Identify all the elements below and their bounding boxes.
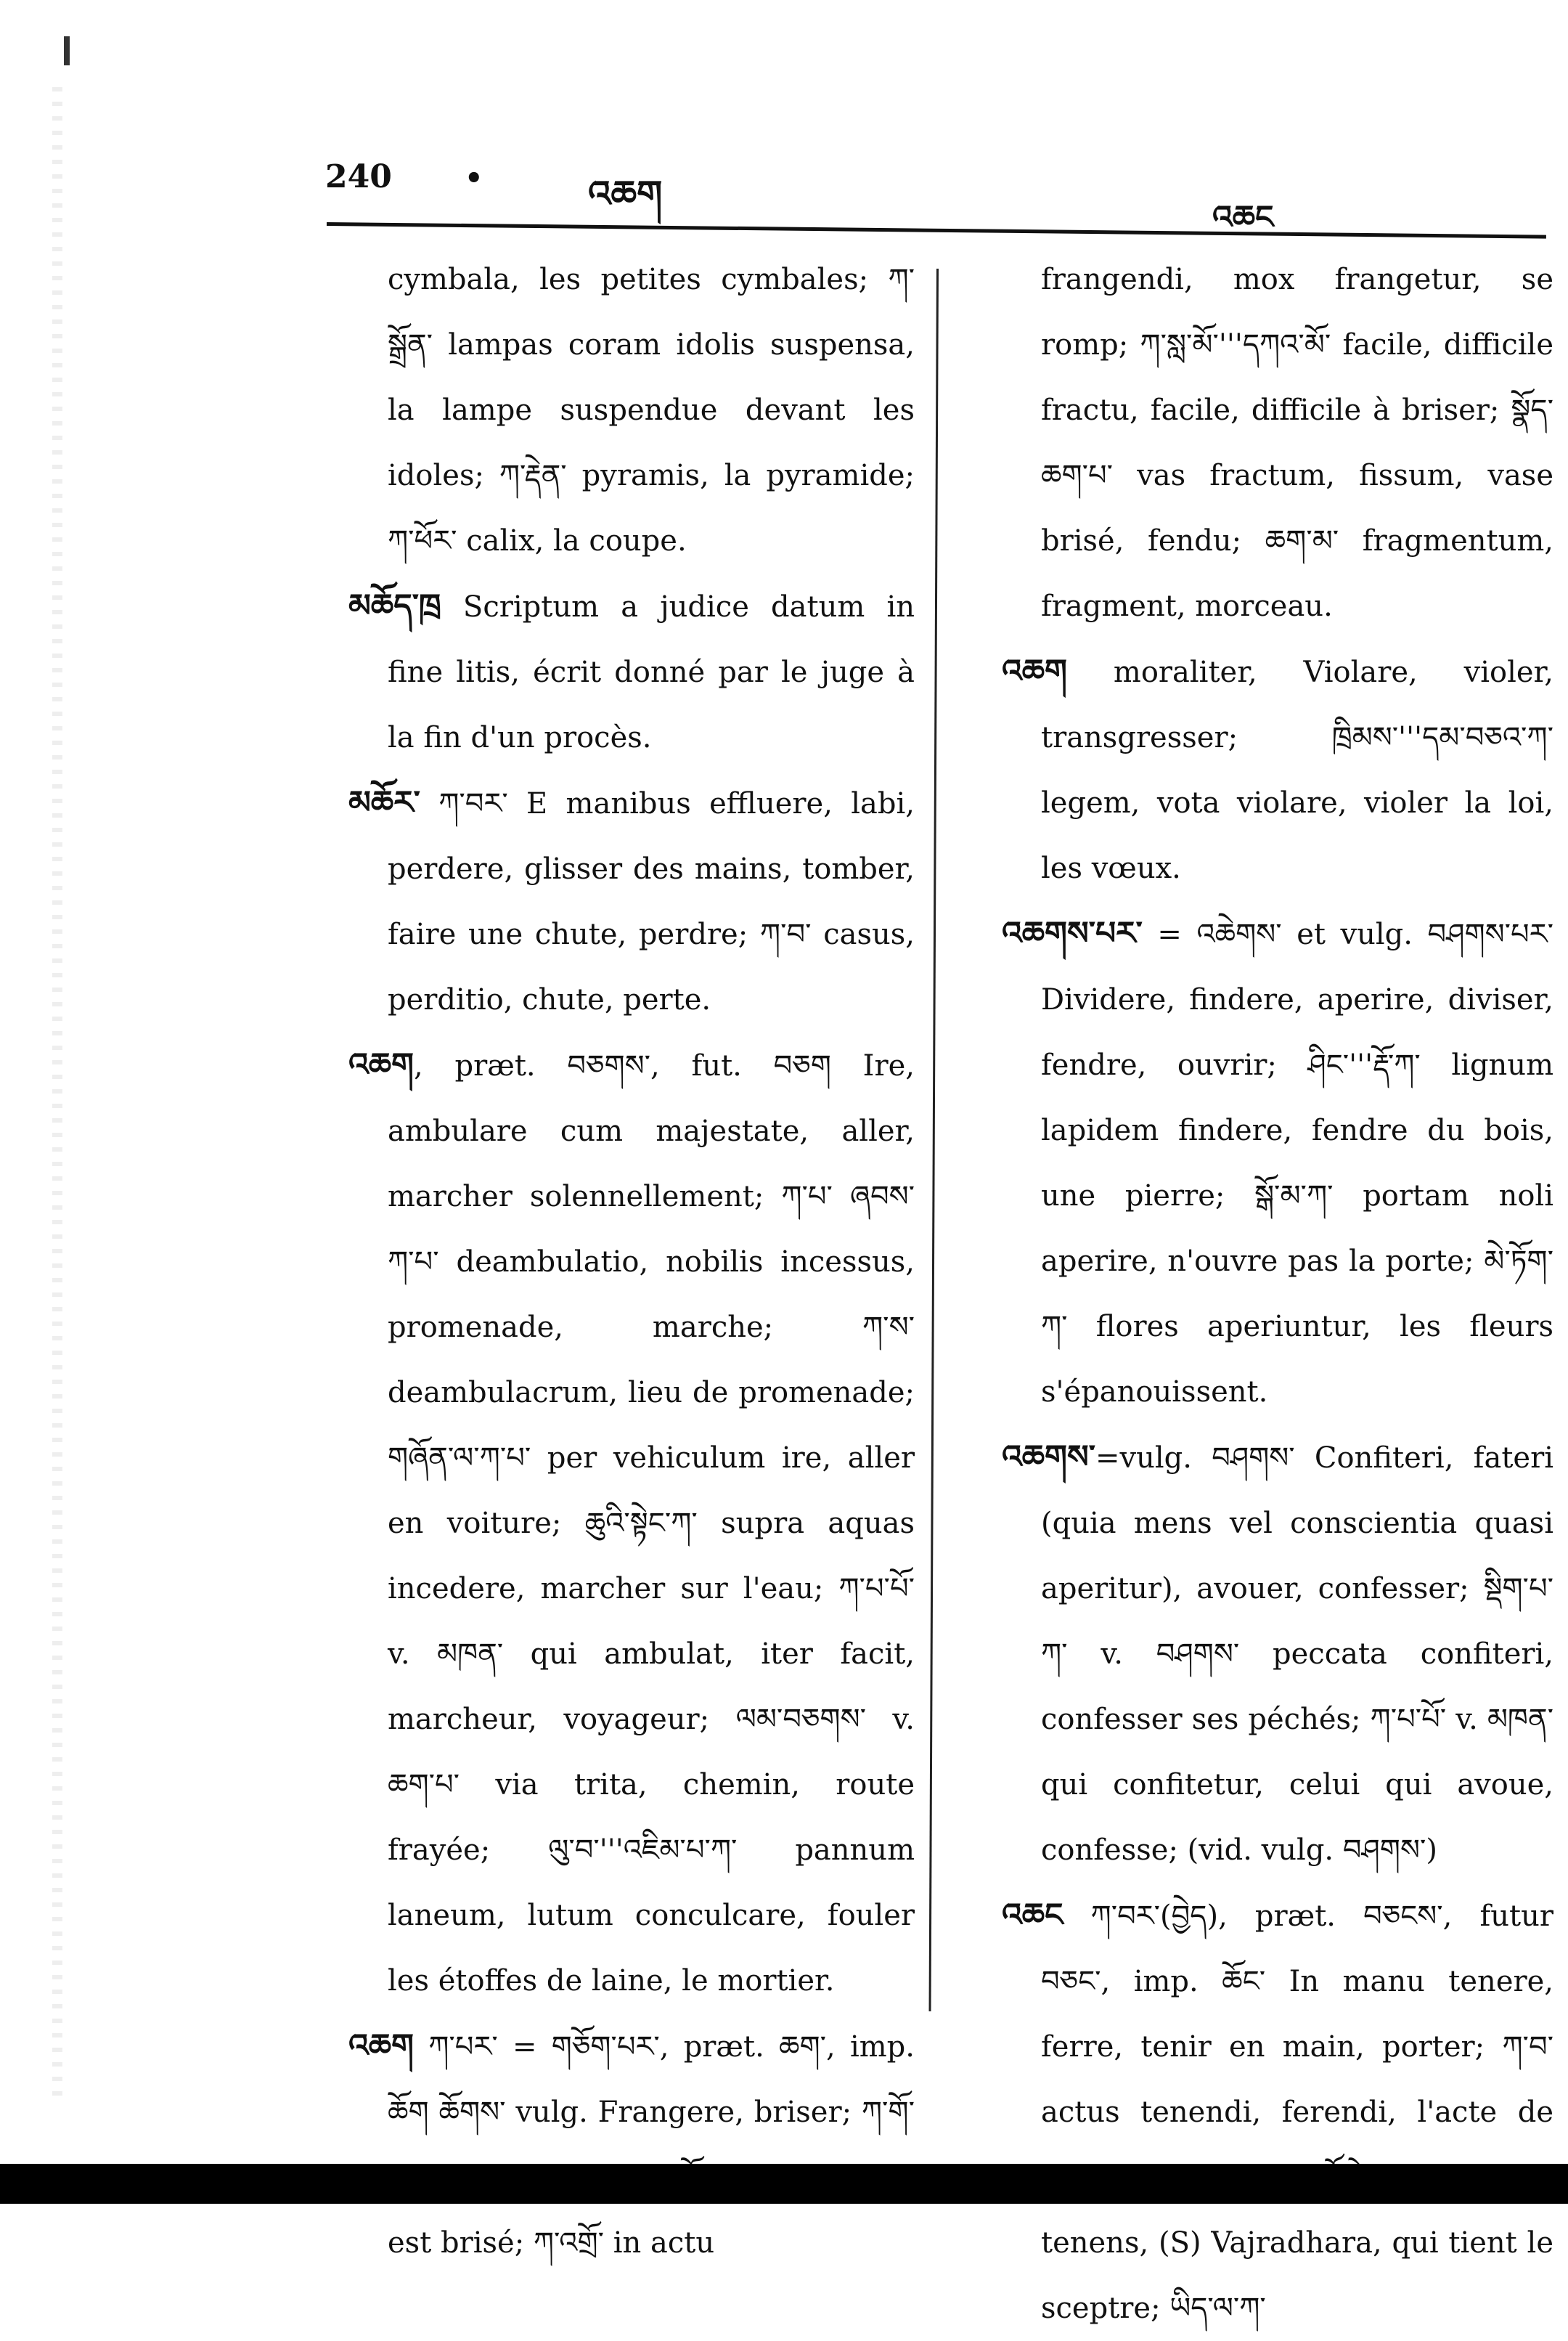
- scan-edge-artifact: [52, 87, 62, 2106]
- entry-text: , præt. བཅགས་, fut. བཅག Ire, ambulare cum majestate, aller, marcher solennellement; ཀ་པ་ ཞབས་ཀ་པ་ deambulatio, nobilis incessus, promenade, marche; ཀ་ས་ deambulacrum, lieu de promenade; གཞོན་ལ་ཀ་པ་ per vehiculum ire, aller en voiture; ཆུའི་སྟེང་ཀ་ supra aquas incedere, marcher sur l'eau; ཀ་པ་པོ་ v. མཁན་ qui ambulat, iter facit, marcheur, voyageur; ལམ་བཅགས་ v. ཆག་པ་ via trita, chemin, route frayée; ལུ་བ་'''འཇིམ་པ་ཀ་ pannum laneum, lutum conculcare, fouler les étoffes de laine, le mortier.: [388, 1049, 915, 1998]
- column-divider: [929, 269, 939, 2011]
- entry-headword: འཆག: [1002, 653, 1068, 690]
- entry-text: = འཆེགས་ et vulg. བཤགས་པར་ Dividere, findere, aperire, diviser, fendre, ouvrir; ཤིང་'''རྡོ་ཀ་ lignum lapidem findere, fendre du bois, une pierre; སྒོ་མ་ཀ་ portam noli aperire, n'ouvre pas la porte; མེ་ཏོག་ཀ་ flores aperiuntur, les fleurs s'épanouissent.: [1041, 918, 1553, 1409]
- entry-continuation: [1002, 247, 1553, 639]
- header-separator: •: [465, 161, 483, 195]
- dictionary-entry: [1002, 901, 1553, 1425]
- entry-headword: འཆགས་: [1002, 1438, 1095, 1475]
- entry-headword: འཆག: [348, 1046, 415, 1083]
- entry-headword: མཆོད་ཁྲ: [348, 587, 441, 624]
- right-column: [1002, 247, 1553, 2341]
- page-number: 240: [325, 158, 392, 195]
- entry-headword: འཆགས་པར་: [1002, 915, 1143, 952]
- dictionary-entry: [348, 2014, 915, 2276]
- guide-word-left: འཆག: [588, 172, 663, 215]
- dictionary-entry: [1002, 1883, 1553, 2341]
- dictionary-entry: [348, 574, 915, 770]
- dictionary-entry: [1002, 1425, 1553, 1883]
- dictionary-entry: [1002, 639, 1553, 901]
- scan-corner-mark: [64, 36, 70, 65]
- entry-headword: མཆོར་: [348, 784, 420, 821]
- entry-text: ཀ་པར་ = གཅོག་པར་, præt. ཆག་, imp. ཆོག ཆོགས་ vulg. Frangere, briser; ཀ་གོ་ est brisé; ཀ་འགྲོ་ in actu: [388, 2030, 915, 2260]
- entry-text: ཀ་བར་(བྱེད), præt. བཅངས་, futur བཅང་, imp. ཆོང་ In manu tenere, ferre, tenir en main, porter; ཀ་བ་ actus tenendi, ferendi, l'acte de tenens, (S) Vajradhara, qui tient le sceptre; ཡིད་ལ་ཀ་: [1041, 1900, 1553, 2325]
- entry-continuation: [348, 247, 915, 574]
- left-column: [348, 247, 915, 2276]
- entry-text: =vulg. བཤགས་ Confiteri, fateri (quia mens vel conscientia quasi aperitur), avouer, confesser; སྡིག་པ་ཀ་ v. བཤགས་ peccata confiteri, confesser ses péchés; ཀ་པ་པོ་ v. མཁན་ qui confitetur, celui qui avoue, confesse; (vid. vulg. བཤགས་): [1041, 1441, 1553, 1867]
- entry-headword: འཆག: [348, 2027, 415, 2064]
- entry-headword: འཆང: [1002, 1897, 1063, 1934]
- dictionary-entry: [348, 1033, 915, 2014]
- entry-text: moraliter, Violare, violer, transgresser; ཁྲིམས་'''དམ་བཅའ་ཀ་ legem, vota violare, violer la loi, les vœux.: [1041, 656, 1553, 885]
- header-rule: [327, 222, 1546, 239]
- entry-text: frangendi, mox frangetur, se romp; ཀ་སླ་མོ་'''དཀའ་མོ་ facile, difficile fractu, facile, difficile à briser; སྣོད་ཆག་པ་ vas fractum, fissum, vase brisé, fendu; ཆག་མ་ fragmentum, fragment, morceau.: [1041, 263, 1553, 623]
- scan-bottom-bar: [0, 2164, 1568, 2204]
- guide-word-right: འཆང: [1212, 199, 1274, 236]
- dictionary-entry: [348, 770, 915, 1033]
- entry-text: Scriptum a judice datum in fine litis, écrit donné par le juge à la fin d'un procès.: [388, 590, 915, 754]
- entry-text: cymbala, les petites cymbales; ཀ་སྒྲོན་ lampas coram idolis suspensa, la lampe suspendue devant les idoles; ཀ་རྡེན་ pyramis, la pyramide; ཀ་ཕོར་ calix, la coupe.: [388, 263, 915, 558]
- entry-text: ཀ་བར་ E manibus effluere, labi, perdere, glisser des mains, tomber, faire une chute, perdre; ཀ་བ་ casus, perditio, chute, perte.: [388, 787, 915, 1017]
